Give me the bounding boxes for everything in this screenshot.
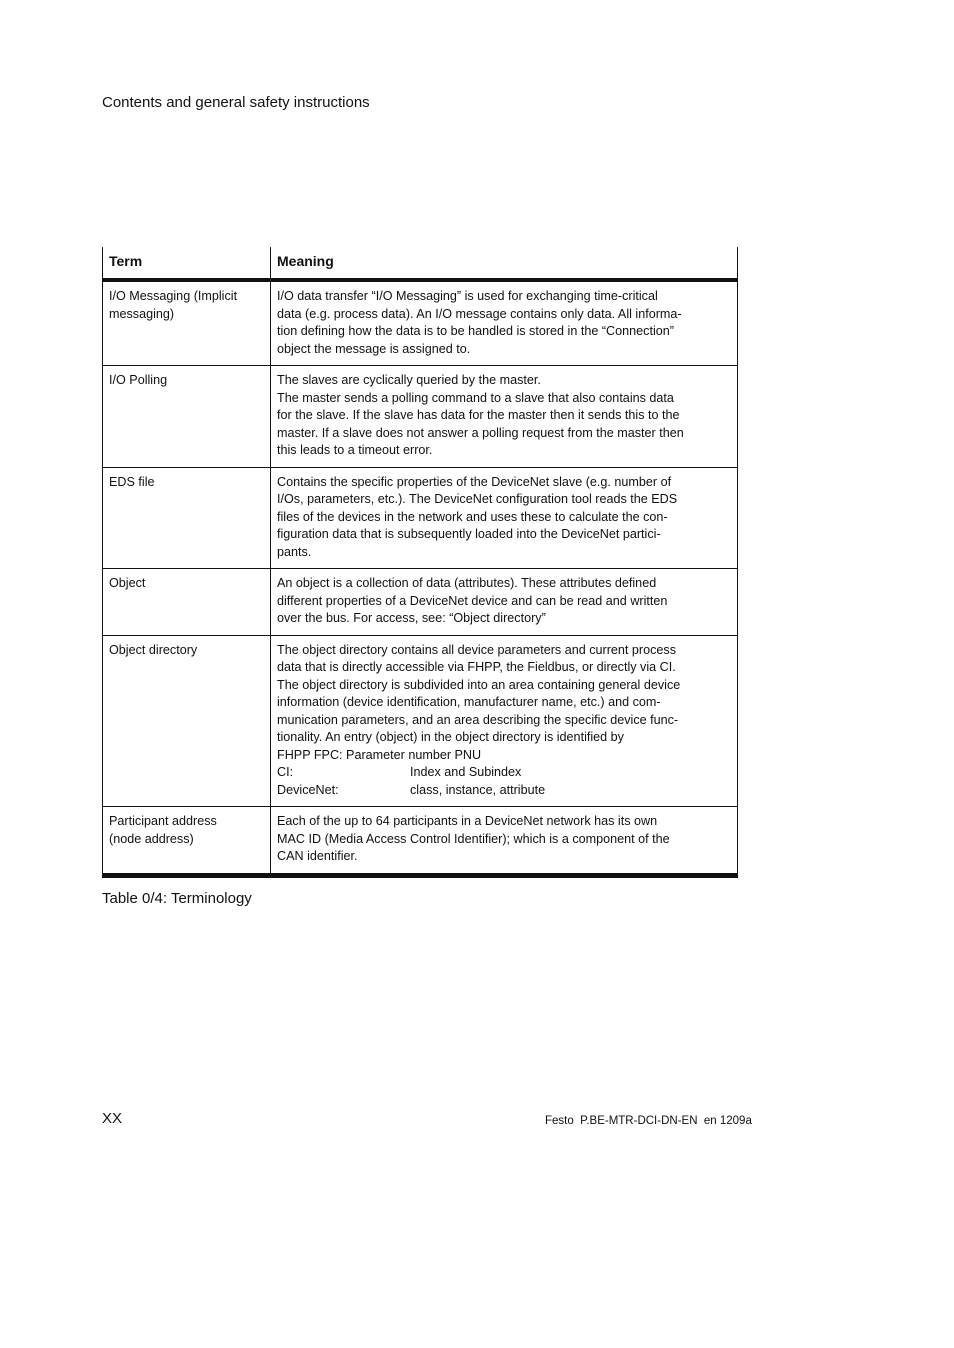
identifier-pair: [277, 764, 731, 782]
term-cell: [103, 635, 271, 807]
meaning-cell: [271, 366, 738, 468]
table-row: [103, 366, 738, 468]
page-header: Contents and general safety instructions: [102, 94, 370, 111]
term-cell: [103, 807, 271, 876]
identifier-key: DeviceNet:: [277, 782, 339, 797]
meaning-line: for the slave. If the slave has data for the master then it sends this to the: [277, 408, 680, 422]
meaning-line: Each of the up to 64 participants in a DeviceNet network has its own: [277, 814, 658, 828]
table-row: [103, 569, 738, 636]
table-caption: Table 0/4: Terminology: [102, 890, 252, 907]
meaning-line: FHPP FPC: Parameter number PNU: [277, 747, 482, 762]
term-line: I/O Polling: [109, 373, 168, 387]
meaning-cell: [271, 569, 738, 636]
column-header-meaning: Meaning: [271, 247, 738, 280]
term-line: Object directory: [109, 642, 198, 657]
meaning-line: information (device identification, manufacturer name, etc.) and com-: [277, 695, 661, 709]
term-cell: [103, 366, 271, 468]
table-row: [103, 635, 738, 807]
page-number: XX: [102, 1110, 123, 1127]
meaning-cell: [271, 635, 738, 807]
meaning-line: The slaves are cyclically queried by the master.: [277, 373, 541, 387]
meaning-line: The object directory contains all device parameters and current process: [277, 642, 676, 657]
identifier-key: CI:: [277, 765, 294, 779]
identifier-pair: [277, 782, 731, 800]
term-line: I/O Messaging (Implicit: [109, 289, 238, 303]
meaning-line: I/Os, parameters, etc.). The DeviceNet configuration tool reads the EDS: [277, 492, 678, 506]
meaning-line: figuration data that is subsequently loaded into the DeviceNet partici-: [277, 527, 661, 541]
term-cell: [103, 467, 271, 569]
meaning-line: munication parameters, and an area describing the specific device func-: [277, 712, 679, 727]
terminology-table: [102, 247, 737, 878]
meaning-line: I/O data transfer “I/O Messaging” is used for exchanging time-critical: [277, 289, 658, 303]
term-cell: [103, 569, 271, 636]
term-line: EDS file: [109, 474, 155, 489]
document-reference: Festo P.BE-MTR-DCI-DN-EN en 1209a: [545, 1115, 752, 1127]
term-cell: [103, 280, 271, 366]
meaning-line: CAN identifier.: [277, 849, 358, 863]
column-header-term: Term: [103, 247, 271, 280]
identifier-value: class, instance, attribute: [410, 782, 546, 797]
table-row: [103, 280, 738, 366]
meaning-line: data that is directly accessible via FHPP, the Fieldbus, or directly via CI.: [277, 660, 676, 674]
table-header-row: [103, 247, 738, 280]
meaning-line: The master sends a polling command to a slave that also contains data: [277, 390, 674, 405]
meaning-line: this leads to a timeout error.: [277, 443, 433, 457]
meaning-line: The object directory is subdivided into an area containing general device: [277, 677, 681, 692]
meaning-line: object the message is assigned to.: [277, 341, 471, 356]
meaning-line: files of the devices in the network and uses these to calculate the con-: [277, 509, 668, 524]
term-line: Object: [109, 576, 146, 590]
term-line: Participant address: [109, 814, 217, 828]
identifier-value: Index and Subindex: [410, 765, 522, 779]
meaning-line: An object is a collection of data (attributes). These attributes defined: [277, 576, 657, 590]
meaning-line: different properties of a DeviceNet device and can be read and written: [277, 593, 668, 608]
meaning-line: tionality. An entry (object) in the object directory is identified by: [277, 730, 624, 744]
meaning-cell: [271, 467, 738, 569]
meaning-line: data (e.g. process data). An I/O message contains only data. All informa-: [277, 306, 682, 321]
term-line: messaging): [109, 306, 175, 321]
table-row: [103, 807, 738, 876]
meaning-line: master. If a slave does not answer a polling request from the master then: [277, 425, 684, 440]
table-row: [103, 467, 738, 569]
meaning-line: MAC ID (Media Access Control Identifier); which is a component of the: [277, 831, 670, 846]
meaning-line: pants.: [277, 544, 312, 559]
meaning-cell: [271, 280, 738, 366]
meaning-line: Contains the specific properties of the DeviceNet slave (e.g. number of: [277, 474, 672, 489]
meaning-line: tion defining how the data is to be handled is stored in the “Connection”: [277, 324, 674, 338]
meaning-cell: [271, 807, 738, 876]
meaning-line: over the bus. For access, see: “Object directory”: [277, 611, 546, 625]
term-line: (node address): [109, 831, 194, 846]
